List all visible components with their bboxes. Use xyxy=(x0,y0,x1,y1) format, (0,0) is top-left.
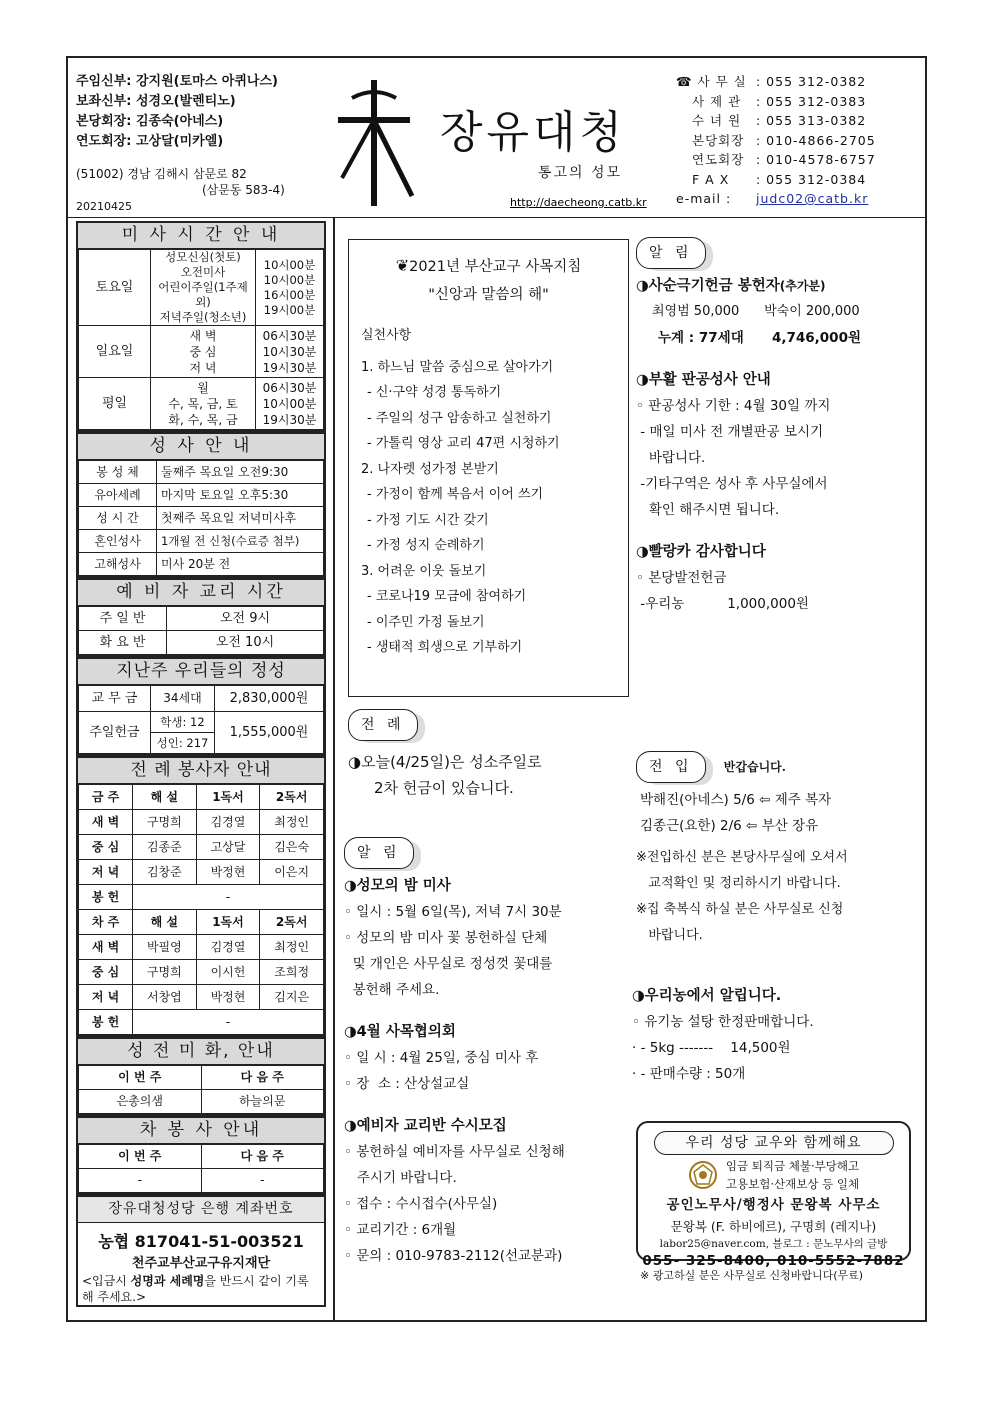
cell: 서창엽 xyxy=(133,985,197,1010)
notice-line: ◑오늘(4/25일)은 성소주일로 xyxy=(348,753,542,771)
day-label: 평일 xyxy=(79,378,151,430)
cell: - xyxy=(79,1169,202,1193)
cell: 34세대 xyxy=(151,686,215,712)
staff-line: 보좌신부: 성경오(발렌티노) xyxy=(76,94,236,109)
issue-date: 20210425 xyxy=(76,200,132,213)
contact-value: : 055 312-0383 xyxy=(756,93,867,109)
notice-heading: ◑예비자 교리반 수시모집 xyxy=(344,1118,507,1134)
guideline-theme: "신앙과 말씀의 해" xyxy=(428,287,549,303)
cell: 이 번 주 xyxy=(79,1145,202,1169)
contact-row xyxy=(676,189,876,209)
section-title: 성 전 미 화, 안내 xyxy=(78,1039,324,1065)
notice-line: 및 개인은 사무실로 정성껏 꽃대를 xyxy=(344,956,553,972)
notice-line: 주시기 바랍니다. xyxy=(344,1170,457,1186)
section-title: 지난주 우리들의 정성 xyxy=(78,659,324,685)
staff-line: 본당회장: 김종숙(아네스) xyxy=(76,114,224,129)
driver-table xyxy=(78,1144,324,1193)
ad-services xyxy=(726,1157,859,1193)
notice-heading: ◑사순극기헌금 봉헌자 xyxy=(636,278,780,294)
transfer-in xyxy=(636,751,921,949)
cell: 조희정 xyxy=(260,960,324,985)
cell: 다 음 주 xyxy=(201,1066,324,1090)
guideline-heading: 실천사항 xyxy=(361,328,412,343)
mass-schedule xyxy=(76,221,326,432)
mass-names: 성모신심(첫토) 오전미사 어린이주일(1주제외) 저녁주일(청소년) xyxy=(151,250,256,326)
cell: 최정인 xyxy=(260,810,324,835)
contact-value: : 010-4578-6757 xyxy=(756,152,876,167)
guideline-item: 1. 하느님 말씀 중심으로 살아가기 xyxy=(361,359,554,375)
offering-summary xyxy=(76,657,326,756)
guideline-item: - 가정이 함께 복음서 이어 쓰기 xyxy=(367,487,544,502)
section-title: 전 례 봉사자 안내 xyxy=(78,758,324,784)
flower-table xyxy=(78,1065,324,1114)
sidebar xyxy=(76,221,326,1307)
cell: 새 벽 xyxy=(79,935,133,960)
cross-logo-icon xyxy=(334,78,414,208)
liturgy-volunteers xyxy=(76,756,326,1037)
mass-names: 새 벽 중 심 저 녁 xyxy=(151,326,256,378)
cell: 은총의샘 xyxy=(79,1090,202,1114)
note-text: 을 반드시 같이 기록해 주세요.> xyxy=(82,1274,309,1304)
notice-line: ◦ 봉헌하실 예비자를 사무실로 신청해 xyxy=(344,1144,565,1160)
cell: 박정현 xyxy=(196,985,260,1010)
guideline-item: - 가정 기도 시간 갖기 xyxy=(367,512,489,528)
cell: 1독서 xyxy=(196,785,260,810)
cell: 저 녁 xyxy=(79,985,133,1010)
cell: 1,555,000원 xyxy=(215,712,324,754)
cell: 미사 20분 전 xyxy=(157,553,324,576)
header xyxy=(68,58,925,218)
catechumen-table xyxy=(78,606,324,655)
notice-line: ◦ 접수 : 수시접수(사무실) xyxy=(344,1196,498,1212)
day-label: 토요일 xyxy=(79,250,151,326)
column-divider xyxy=(333,218,335,1322)
liturgy-pill: 전 례 xyxy=(348,709,418,741)
cell: 고해성사 xyxy=(79,553,157,576)
notice-heading: ◑우리농에서 알립니다. xyxy=(632,988,782,1004)
cell: 첫째주 목요일 저녁미사후 xyxy=(157,507,324,530)
cell: 하늘의문 xyxy=(201,1090,324,1114)
ad-phone: 055- 325-8400, 010-5552-7882 xyxy=(642,1253,905,1269)
email-link[interactable]: judc02@catb.kr xyxy=(756,191,869,206)
notice-line: ◦ 일시 : 5월 6일(목), 저녁 7시 30분 xyxy=(344,904,562,920)
cell: 성인: 217 xyxy=(151,733,215,754)
flower-info xyxy=(76,1037,326,1116)
cell: 2,830,000원 xyxy=(215,686,324,712)
cell: 2독서 xyxy=(260,785,324,810)
notice-pill: 알 림 xyxy=(636,237,706,269)
contact-row xyxy=(676,170,876,190)
guideline-title xyxy=(361,252,616,281)
cell: 차 주 xyxy=(79,910,133,935)
notice-line: ◦ 유기농 설탕 한정판매합니다. xyxy=(632,1014,814,1030)
cell: 저 녁 xyxy=(79,860,133,885)
contact-label: 연도회장 xyxy=(692,152,745,167)
cell: - xyxy=(133,1010,324,1035)
guideline-item: 3. 어려운 이웃 돌보기 xyxy=(361,563,487,579)
day-label: 일요일 xyxy=(79,326,151,378)
cell: 혼인성사 xyxy=(79,530,157,553)
homepage-link[interactable]: http://daecheong.catb.kr xyxy=(510,196,647,209)
cell: 다 음 주 xyxy=(201,1145,324,1169)
catechumen-schedule xyxy=(76,578,326,657)
contact-value: : 010-4866-2705 xyxy=(756,132,876,148)
cell: 오전 9시 xyxy=(167,607,324,631)
sacrament-info xyxy=(76,432,326,578)
notice-line: ◦ 문의 : 010-9783-2112(선교분과) xyxy=(344,1248,563,1264)
guideline-item: - 이주민 가정 돌보기 xyxy=(367,614,485,630)
bank-account xyxy=(76,1195,326,1307)
guideline-item: - 코로나19 모금에 참여하기 xyxy=(367,589,527,604)
cell: 금 주 xyxy=(79,785,133,810)
transfer-line: 김종근(요한) 2/6 ⇦ 부산 장유 xyxy=(640,818,819,834)
cell: - xyxy=(133,885,324,910)
notice-heading: ◑4월 사목협의회 xyxy=(344,1024,456,1040)
cell: 고상달 xyxy=(196,835,260,860)
notice-line: ◦ 성모의 밤 미사 꽃 봉헌하실 단체 xyxy=(344,930,548,946)
notice-line: ◦ 판공성사 기한 : 4월 30일 까지 xyxy=(636,398,831,414)
contact-row xyxy=(676,92,876,112)
notice-total: 누계 : 77세대 4,746,000원 xyxy=(658,330,861,346)
notice-line: ◦ 교리기간 : 6개월 xyxy=(344,1222,457,1238)
welcome-text: 반갑습니다. xyxy=(723,760,786,774)
notice-line: 확인 해주시면 됩니다. xyxy=(636,502,780,518)
contact-label: F A X xyxy=(692,171,730,187)
cell: 최정인 xyxy=(260,935,324,960)
contacts xyxy=(676,72,876,209)
contact-label: 본당회장 xyxy=(692,132,745,148)
transfer-note: 교적확인 및 정리하시기 바랍니다. xyxy=(636,876,841,891)
notice-line: -기타구역은 성사 후 사무실에서 xyxy=(636,476,828,492)
cell: 박정현 xyxy=(196,860,260,885)
bulletin-title: 장유대청 xyxy=(440,107,627,158)
notice-line: ◦ 장 소 : 산상설교실 xyxy=(344,1076,470,1092)
transfer-note: 바랍니다. xyxy=(636,928,703,943)
notice-subheading: (추가분) xyxy=(779,279,826,293)
staff-line: 주임신부: 강지원(토마스 아퀴나스) xyxy=(76,74,278,89)
guideline-item: - 주일의 성구 암송하고 실천하기 xyxy=(367,410,552,426)
cell: 주 일 반 xyxy=(79,607,167,631)
cell: 김경열 xyxy=(196,810,260,835)
contact-row xyxy=(676,150,876,170)
driver-info xyxy=(76,1116,326,1195)
guideline-item: 2. 나자렛 성가정 본받기 xyxy=(361,461,499,477)
cell: 1독서 xyxy=(196,910,260,935)
ad-names: 문왕복 (F. 하비에르), 구명희 (레지나) xyxy=(670,1219,877,1234)
cell: 주일헌금 xyxy=(79,712,151,754)
guideline-item: - 가정 성지 순례하기 xyxy=(367,538,485,553)
transfer-note: ※전입하신 분은 본당사무실에 오셔서 xyxy=(636,850,848,865)
cell: 이 번 주 xyxy=(79,1066,202,1090)
cell: 봉 성 체 xyxy=(79,461,157,484)
cell: 봉 헌 xyxy=(79,1010,133,1035)
mass-times: 06시30분 10시30분 19시30분 xyxy=(256,326,324,378)
notice-right xyxy=(636,237,921,617)
notice-line: 최영범 50,000 박숙이 200,000 xyxy=(652,304,860,319)
section-title: 예 비 자 교리 시간 xyxy=(78,580,324,606)
diocese-logo-icon: ❦ xyxy=(395,256,410,275)
cell: 1개월 전 신청(수료증 첨부) xyxy=(157,530,324,553)
cell: 박필영 xyxy=(133,935,197,960)
cell: 중 심 xyxy=(79,835,133,860)
transfer-line: 박해진(아네스) 5/6 ⇦ 제주 복자 xyxy=(640,792,832,808)
contact-label: e-mail : xyxy=(676,191,732,206)
address xyxy=(76,166,285,198)
notice-line: 봉헌해 주세요. xyxy=(344,982,440,998)
cell: 마지막 토요일 오후5:30 xyxy=(157,484,324,507)
notice-line: ◦ 일 시 : 4월 25일, 중심 미사 후 xyxy=(344,1050,539,1066)
note-text: 성명과 세례명 xyxy=(130,1274,205,1288)
section-title: 성 사 안 내 xyxy=(78,434,324,460)
cell: 새 벽 xyxy=(79,810,133,835)
guideline-title-text: 2021년 부산교구 사목지침 xyxy=(409,259,582,275)
ad-footnote: ※ 광고하실 분은 사무실로 신청바랍니다(무료) xyxy=(640,1269,864,1282)
staff-line: 연도회장: 고상달(미카엘) xyxy=(76,134,224,149)
ad-line: 고용보험·산재보상 등 일체 xyxy=(725,1177,860,1191)
notice-pill: 알 림 xyxy=(344,837,414,869)
ad-title: 우리 성당 교우와 함께해요 xyxy=(654,1131,894,1155)
account-number: 농협 817041-51-003521 xyxy=(98,1232,304,1251)
liturgy-notice xyxy=(348,709,633,801)
cell: 교 무 금 xyxy=(79,686,151,712)
notice-line: 바랍니다. xyxy=(636,450,706,466)
offering-table xyxy=(78,685,324,754)
cell: 중 심 xyxy=(79,960,133,985)
contact-label: 사 제 관 xyxy=(692,93,742,109)
bank-details xyxy=(78,1223,324,1305)
cell: 구명희 xyxy=(133,810,197,835)
mass-times: 10시00분 10시00분 16시00분 19시00분 xyxy=(256,250,324,326)
transfer-note: ※집 축복식 하실 분은 사무실로 신청 xyxy=(636,902,844,917)
mass-times: 06시30분 10시00분 19시30분 xyxy=(256,378,324,430)
notice-heading: ◑빨랑카 감사합니다 xyxy=(636,544,766,560)
cell: 해 설 xyxy=(133,785,197,810)
staff-list xyxy=(76,72,278,152)
contact-value: : 055 313-0382 xyxy=(756,113,867,128)
cell: 김경열 xyxy=(196,935,260,960)
cell: 유아세례 xyxy=(79,484,157,507)
notice-line: 2차 헌금이 있습니다. xyxy=(374,779,514,797)
note-text: <입금시 xyxy=(82,1274,131,1288)
notice-line: · - 5kg ------- 14,500원 xyxy=(632,1040,791,1056)
ad-body xyxy=(638,1157,909,1193)
account-holder: 천주교부산교구유지재단 xyxy=(131,1256,271,1271)
contact-row xyxy=(676,111,876,131)
section-title: 장유대청성당 은행 계좌번호 xyxy=(78,1197,324,1223)
contact-label: ☎ 사 무 실 xyxy=(676,74,747,89)
transfer-pill: 전 입 xyxy=(636,751,706,783)
woorinong-notice xyxy=(632,983,917,1087)
address-line: (삼문동 583-4) xyxy=(202,183,285,197)
cell: 화 요 반 xyxy=(79,631,167,655)
notice-line: -우리농 1,000,000원 xyxy=(636,596,809,612)
mass-names: 월 수, 목, 금, 토 화, 수, 목, 금 xyxy=(151,378,256,430)
main-content xyxy=(340,221,925,1321)
cell: 이은지 xyxy=(260,860,324,885)
section-title: 미 사 시 간 안 내 xyxy=(78,223,324,249)
cell: - xyxy=(201,1169,324,1193)
cell: 성 시 간 xyxy=(79,507,157,530)
notice-middle xyxy=(344,837,634,1269)
cell: 김종준 xyxy=(133,835,197,860)
cell: 이시헌 xyxy=(196,960,260,985)
cell: 2독서 xyxy=(260,910,324,935)
guideline-item: - 생태적 희생으로 기부하기 xyxy=(367,640,523,655)
bulletin-page xyxy=(66,56,927,1322)
cell: 김창준 xyxy=(133,860,197,885)
guideline-item: - 가톨릭 영상 교리 47편 시청하기 xyxy=(367,436,560,451)
cell: 구명희 xyxy=(133,960,197,985)
sacrament-table xyxy=(78,460,324,576)
contact-row xyxy=(676,72,876,92)
guideline-item: - 신·구약 성경 통독하기 xyxy=(367,385,502,400)
cell: 김지은 xyxy=(260,985,324,1010)
pastoral-guideline xyxy=(348,239,629,697)
ad-contact: labor25@naver.com, 블로그 : 문노무사의 글방 xyxy=(659,1238,888,1250)
cell: 학생: 12 xyxy=(151,712,215,733)
cell: 둘째주 목요일 오전9:30 xyxy=(157,461,324,484)
cell: 해 설 xyxy=(133,910,197,935)
section-title: 차 봉 사 안내 xyxy=(78,1118,324,1144)
contact-value: : 055 312-0384 xyxy=(756,171,867,187)
cell: 오전 10시 xyxy=(167,631,324,655)
contact-value: : 055 312-0382 xyxy=(756,74,867,89)
volunteer-table xyxy=(78,784,324,1035)
notice-line: · - 판매수량 : 50개 xyxy=(632,1066,746,1082)
contact-row xyxy=(676,131,876,151)
bank-note xyxy=(78,1271,324,1307)
cell: 김은숙 xyxy=(260,835,324,860)
ad-firm: 공인노무사/행정사 문왕복 사무소 xyxy=(666,1197,881,1213)
mass-table xyxy=(78,249,324,430)
contact-label: 수 녀 원 xyxy=(692,113,742,128)
notice-heading: ◑성모의 밤 미사 xyxy=(344,878,451,894)
bulletin-subtitle: 통고의 성모 xyxy=(538,165,623,181)
cell: 봉 헌 xyxy=(79,885,133,910)
advertisement xyxy=(636,1121,911,1269)
address-line: (51002) 경남 김해시 삼문로 82 xyxy=(76,167,247,181)
ad-line: 임금 퇴직금 체불·부당해고 xyxy=(725,1159,860,1173)
notice-heading: ◑부활 판공성사 안내 xyxy=(636,372,771,388)
notice-line: - 매일 미사 전 개별판공 보시기 xyxy=(636,424,824,440)
labor-attorney-emblem-icon xyxy=(688,1160,718,1190)
notice-line: ◦ 본당발전헌금 xyxy=(636,570,727,586)
